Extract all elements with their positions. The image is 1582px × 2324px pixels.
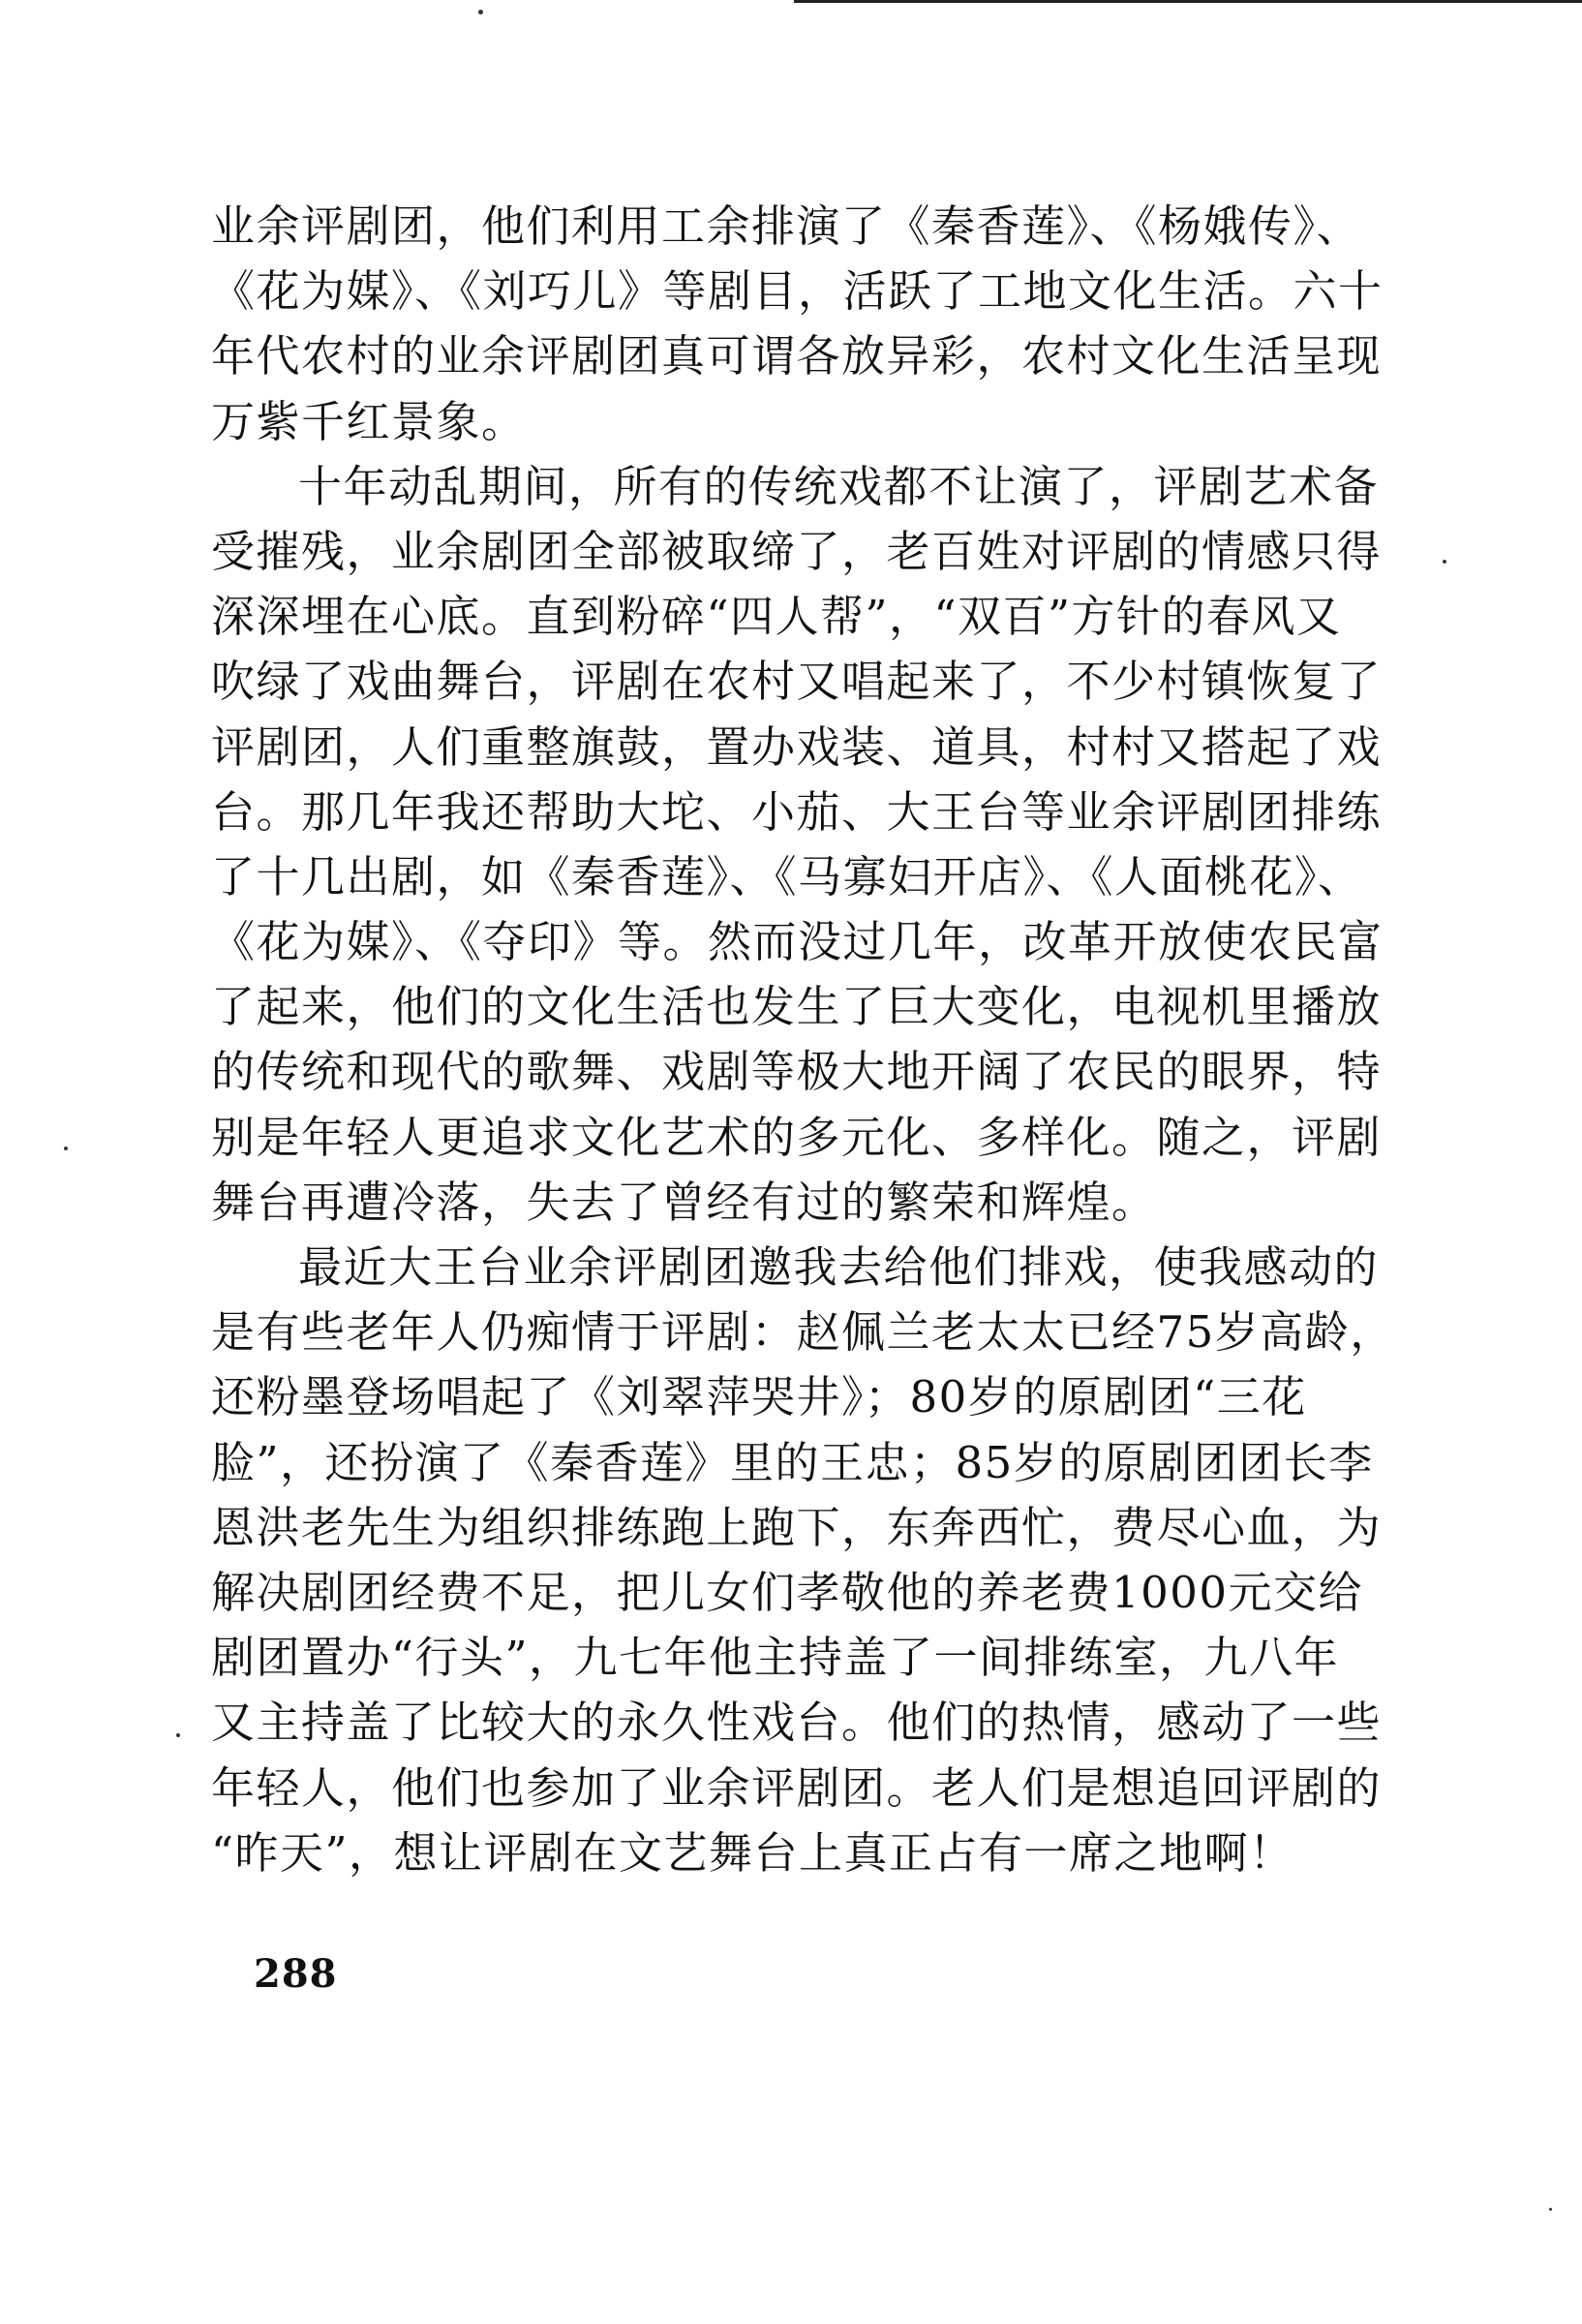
page-body: [211, 194, 1395, 1885]
text-line: 解决剧团经费不足，把儿女们孝敬他的养老费1000元交给: [211, 1566, 1364, 1618]
scan-speck: [1443, 560, 1446, 564]
top-rule: [794, 0, 1582, 3]
text-line: 是有些老年人仍痴情于评剧：赵佩兰老太太已经75岁高龄，: [211, 1306, 1395, 1359]
text-line: 《花为媒》、《夺印》等。然而没过几年，改革开放使农民富: [211, 916, 1384, 968]
text-line: 恩洪老先生为组织排练跑上跑下，东奔西忙，费尽心血，为: [211, 1501, 1383, 1553]
text-line: 了起来，他们的文化生活也发生了巨大变化，电视机里播放: [211, 981, 1383, 1033]
page-number: 288: [254, 1951, 338, 1997]
text-line: 剧团置办“行头”，九七年他主持盖了一间排练室，九八年: [211, 1632, 1340, 1684]
text-line: 《花为媒》、《刘巧儿》等剧目，活跃了工地文化生活。六十: [211, 265, 1384, 318]
text-line: 又主持盖了比较大的永久性戏台。他们的热情，感动了一些: [211, 1697, 1383, 1749]
scan-speck: [64, 1147, 68, 1150]
text-line: 评剧团，人们重整旗鼓，置办戏装、道具，村村又搭起了戏: [211, 720, 1383, 773]
text-line: 吹绿了戏曲舞台，评剧在农村又唱起来了，不少村镇恢复了: [211, 656, 1383, 708]
text-line: 舞台再遭冷落，失去了曾经有过的繁荣和辉煌。: [211, 1176, 1157, 1228]
text-line: 受摧残，业余剧团全部被取缔了，老百姓对评剧的情感只得: [211, 525, 1383, 577]
paragraph-start-line: 十年动乱期间，所有的传统戏都不让演了，评剧艺术备: [298, 460, 1380, 512]
text-line: 别是年轻人更追求文化艺术的多元化、多样化。随之，评剧: [211, 1111, 1383, 1163]
text-line: 了十几出剧，如《秦香莲》、《马寡妇开店》、《人面桃花》、: [211, 850, 1363, 902]
scan-speck: [1549, 2208, 1552, 2211]
paragraph-start-line: 最近大王台业余评剧团邀我去给他们排戏，使我感动的: [298, 1241, 1380, 1293]
text-line: 深深埋在心底。直到粉碎“四人帮”，“双百”方针的春风又: [211, 591, 1342, 643]
text-line: 还粉墨登场唱起了《刘翠萍哭井》；80岁的原剧团“三花: [211, 1371, 1307, 1423]
scan-speck: [176, 1733, 180, 1737]
text-line: “昨天”，想让评剧在文艺舞台上真正占有一席之地啊！: [211, 1826, 1294, 1879]
text-line: 万紫千红景象。: [211, 395, 527, 447]
text-line: 年轻人，他们也参加了业余评剧团。老人们是想追回评剧的: [211, 1761, 1383, 1814]
text-line: 台。那几年我还帮助大坨、小茄、大王台等业余评剧团排练: [211, 785, 1383, 838]
text-line: 业余评剧团，他们利用工余排演了《秦香莲》、《杨娥传》、: [211, 200, 1362, 252]
text-line: 的传统和现代的歌舞、戏剧等极大地开阔了农民的眼界，特: [211, 1046, 1383, 1098]
scan-speck: [478, 10, 483, 15]
text-line: 脸”，还扮演了《秦香莲》里的王忠；85岁的原剧团团长李: [211, 1436, 1374, 1488]
text-line: 年代农村的业余评剧团真可谓各放异彩，农村文化生活呈现: [211, 330, 1383, 382]
